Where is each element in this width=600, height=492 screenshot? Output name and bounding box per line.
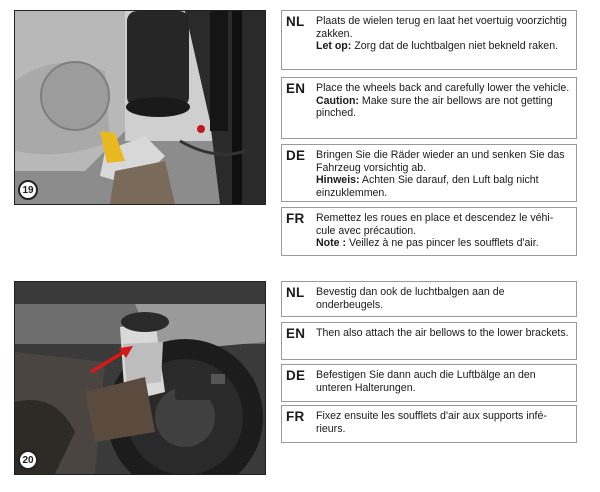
- language-code: DE: [286, 368, 306, 383]
- note-label: Caution:: [316, 94, 359, 107]
- step-number-badge: 19: [18, 180, 38, 200]
- language-code: NL: [286, 14, 305, 29]
- language-code: NL: [286, 285, 305, 300]
- step-20-photo: [14, 281, 266, 475]
- instruction-nl-step-19: [281, 10, 577, 70]
- instruction-de-step-19: [281, 144, 577, 202]
- instruction-fr-step-20: [281, 405, 577, 443]
- note-label: Note :: [316, 237, 347, 250]
- instruction-text: Then also attach the air bellows to the lower brackets.: [316, 327, 569, 339]
- air-bellow-bracket-image: [15, 282, 265, 474]
- instruction-en-step-19: [281, 77, 577, 139]
- language-code: FR: [286, 211, 305, 226]
- language-code: DE: [286, 148, 306, 163]
- step-number-badge: 20: [18, 450, 38, 470]
- instruction-text: Place the wheels back and carefully lower the vehicle. Caution: Make sure the air bellows are not getting pinched.: [316, 82, 570, 120]
- instruction-nl-step-20: [281, 281, 577, 317]
- instruction-text: Bringen Sie die Räder wieder an und senken Sie das Fahrzeug vorsichtig ab. Hinweis: Achten Sie darauf, den Luft balg nicht einzuklemmen.: [316, 149, 565, 199]
- note-label: Let op:: [316, 40, 352, 53]
- instruction-text: Plaats de wielen terug en laat het voertuig voorzichtig zakken. Let op: Zorg dat de luchtbalgen niet bekneld raken.: [316, 15, 567, 53]
- instruction-text: Remettez les roues en place et descendez le véhi-cule avec précaution. Note : Veillez à ne pas pincer les soufflets d'air.: [316, 212, 554, 250]
- instruction-de-step-20: [281, 364, 577, 402]
- note-label: Hinweis:: [316, 174, 360, 187]
- wheel-well-air-bellow-image: [15, 11, 265, 204]
- instruction-text: Fixez ensuite les soufflets d'air aux supports infé-rieurs.: [316, 410, 547, 435]
- language-code: EN: [286, 81, 306, 96]
- step-19-photo: [14, 10, 266, 205]
- instruction-fr-step-19: [281, 207, 577, 256]
- language-code: EN: [286, 326, 306, 341]
- instruction-text: Bevestig dan ook de luchtbalgen aan de onderbeugels.: [316, 286, 505, 311]
- instruction-en-step-20: [281, 322, 577, 360]
- language-code: FR: [286, 409, 305, 424]
- instruction-text: Befestigen Sie dann auch die Luftbälge an den unteren Halterungen.: [316, 369, 536, 394]
